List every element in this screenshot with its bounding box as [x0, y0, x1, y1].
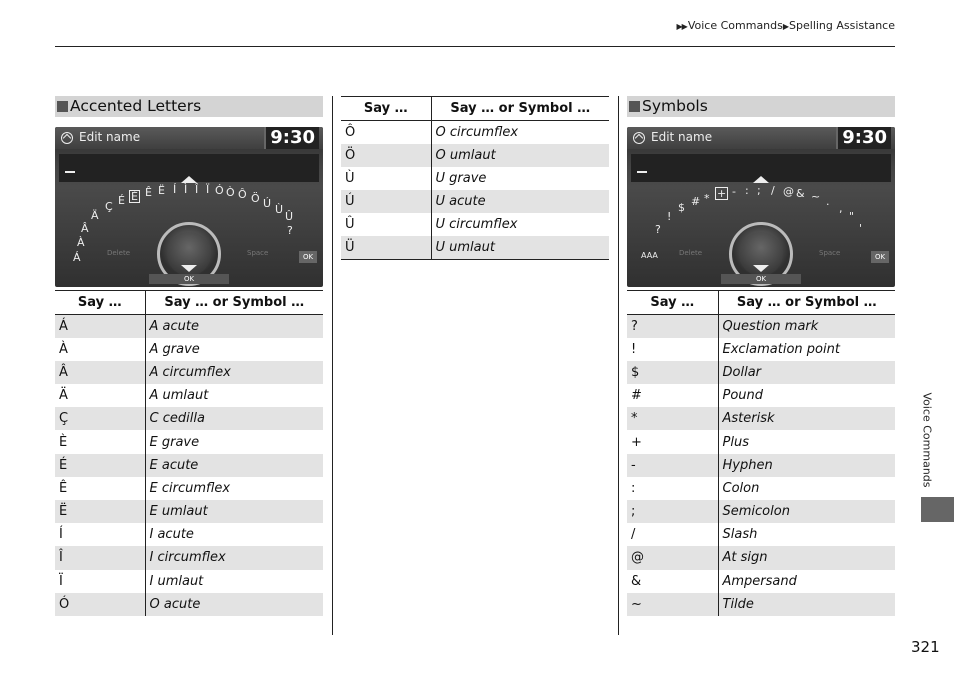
cell-symbol: Pound: [722, 388, 764, 404]
screen-char: Ó: [215, 184, 224, 197]
screen-char: Ì: [184, 183, 188, 196]
breadcrumb: [677, 19, 895, 32]
cell-say: À: [55, 338, 145, 361]
cell-symbol: I umlaut: [149, 573, 204, 589]
cell-symbol: Ampersand: [722, 573, 797, 589]
table-row: [55, 361, 323, 384]
table-row: [627, 454, 895, 477]
home-icon: [633, 132, 645, 144]
column-divider-1: [332, 96, 333, 635]
table-row: [627, 546, 895, 569]
table-row: [341, 213, 609, 236]
cell-say: /: [627, 523, 718, 546]
home-icon: [61, 132, 73, 144]
cell-say: #: [627, 384, 718, 407]
screen-char: Á: [73, 251, 81, 264]
header-rule: [55, 46, 895, 47]
cell-symbol: Question mark: [718, 315, 895, 338]
breadcrumb-arrows-icon: ▶▶: [676, 22, 687, 31]
cell-say: @: [627, 546, 718, 569]
scroll-up-arrow-icon: [181, 176, 197, 183]
screen-char: Û: [285, 210, 294, 223]
table-row: [55, 593, 323, 616]
cell-say: $: [627, 361, 718, 384]
cell-symbol: Plus: [722, 434, 749, 450]
cell-symbol: A acute: [145, 315, 323, 338]
cell-symbol: I circumflex: [145, 546, 323, 569]
cell-symbol: A circumflex: [145, 361, 323, 384]
cell-say: Î: [55, 546, 145, 569]
screen-char: Ä: [91, 209, 99, 222]
cell-say: Ü: [341, 236, 431, 259]
screen-clock: 9:30: [264, 127, 319, 149]
column-divider-2: [618, 96, 619, 635]
ok-bar: OK: [149, 274, 229, 284]
screen-char: ': [859, 222, 863, 235]
table-row: [341, 144, 609, 167]
symbols-screen: [627, 127, 895, 287]
screen-char: ?: [287, 224, 293, 237]
cell-symbol: E umlaut: [145, 500, 323, 523]
cell-say: Ï: [55, 570, 145, 593]
table-row: [627, 523, 895, 546]
table-row: [55, 384, 323, 407]
screen-char: Â: [81, 222, 89, 235]
table-header-row: [627, 291, 895, 315]
cell-say: +: [627, 430, 718, 453]
table-header-symbol: Say … or Symbol …: [145, 291, 323, 315]
accented-letters-table: [55, 290, 323, 616]
text-cursor: [65, 171, 75, 173]
screen-char: Í: [173, 183, 177, 196]
cell-symbol: Exclamation point: [722, 341, 840, 357]
square-bullet-icon: [57, 101, 68, 112]
screen-char: Ô: [238, 188, 247, 201]
cell-symbol: Asterisk: [718, 407, 895, 430]
symbols-heading: [627, 96, 895, 117]
scroll-up-arrow-icon: [753, 176, 769, 183]
cell-say: &: [627, 570, 718, 593]
cell-say: ?: [627, 315, 718, 338]
table-header-say: Say …: [341, 97, 431, 121]
screen-char: ;: [757, 184, 761, 197]
cell-say: *: [627, 407, 718, 430]
screen-char: ,: [839, 202, 843, 215]
table-row: [627, 361, 895, 384]
cell-symbol: O acute: [145, 593, 323, 616]
table-row: [55, 407, 323, 430]
screen-clock: 9:30: [836, 127, 891, 149]
symbols-title: Symbols: [642, 97, 708, 115]
screen-char: Î: [195, 183, 199, 196]
screen-char: Ê: [145, 186, 152, 199]
screen-char: $: [678, 201, 685, 214]
cell-symbol: U acute: [431, 190, 609, 213]
cell-symbol: Tilde: [718, 593, 895, 616]
screen-char: :: [745, 184, 749, 197]
table-row: [55, 454, 323, 477]
cell-say: Ö: [341, 144, 431, 167]
screen-char: @: [783, 185, 794, 198]
table-row: [55, 430, 323, 453]
table-row: [627, 500, 895, 523]
side-tab-text: Voice Commands: [920, 392, 934, 488]
table-row: [55, 477, 323, 500]
screen-char: -: [732, 185, 736, 198]
screen-char: Ç: [105, 200, 113, 213]
screen-char: ": [849, 210, 855, 223]
screen-char: #: [691, 195, 701, 208]
table-header-say: Say …: [627, 291, 718, 315]
cell-say: Ä: [55, 384, 145, 407]
table-row: [627, 430, 895, 453]
screen-char: Ò: [226, 186, 235, 199]
cell-symbol: O circumflex: [435, 124, 519, 140]
cell-say: ~: [627, 593, 718, 616]
table-header-row: [341, 97, 609, 121]
table-row: [627, 384, 895, 407]
cell-say: Â: [55, 361, 145, 384]
cell-say: Ç: [55, 407, 145, 430]
screen-char: Ë: [158, 184, 165, 197]
screen-char-selected: +: [717, 187, 727, 200]
screen-char: *: [704, 192, 710, 205]
scroll-down-arrow-icon: [181, 265, 197, 272]
accented-letters-table-continued: [341, 96, 609, 260]
screen-char: Ù: [275, 203, 284, 216]
cell-say: Á: [55, 315, 145, 338]
table-row: [55, 546, 323, 569]
cell-symbol: O umlaut: [431, 144, 609, 167]
page-number: 321: [911, 638, 940, 656]
scroll-down-arrow-icon: [753, 265, 769, 272]
table-row: [627, 570, 895, 593]
cell-say: Ú: [341, 190, 431, 213]
cell-say: Ô: [341, 121, 431, 144]
cell-symbol: Slash: [722, 527, 758, 543]
cell-symbol: Hyphen: [718, 454, 895, 477]
cell-say: -: [627, 454, 718, 477]
square-bullet-icon: [629, 101, 640, 112]
cell-symbol: Semicolon: [718, 500, 895, 523]
cell-symbol: E grave: [149, 434, 200, 450]
cell-say: :: [627, 477, 718, 500]
breadcrumb-spelling-assistance[interactable]: Spelling Assistance: [789, 19, 895, 32]
breadcrumb-separator-icon: ▶: [782, 22, 789, 31]
delete-key: Delete: [679, 249, 702, 257]
cell-symbol: A grave: [149, 341, 200, 357]
table-row: [627, 477, 895, 500]
table-row: [341, 236, 609, 259]
table-row: [55, 523, 323, 546]
cell-symbol: At sign: [718, 546, 895, 569]
space-key: Space: [819, 249, 841, 257]
cell-say: Ë: [55, 500, 145, 523]
cell-say: Û: [341, 213, 431, 236]
screen-char: .: [826, 195, 830, 208]
table-header-row: [55, 291, 323, 315]
cell-say: ;: [627, 500, 718, 523]
table-header-say: Say …: [55, 291, 145, 315]
cell-symbol: A umlaut: [149, 388, 209, 404]
breadcrumb-voice-commands[interactable]: Voice Commands: [687, 19, 783, 32]
table-row: [341, 167, 609, 190]
ok-key: OK: [299, 251, 317, 263]
cell-symbol: C cedilla: [145, 407, 323, 430]
accented-letters-title: Accented Letters: [70, 97, 202, 115]
text-cursor: [637, 171, 647, 173]
table-row: [341, 190, 609, 213]
screen-char: ?: [655, 223, 661, 236]
table-row: [627, 315, 895, 338]
table-row: [55, 315, 323, 338]
table-row: [627, 407, 895, 430]
cell-say: !: [627, 338, 718, 361]
cell-say: Í: [55, 523, 145, 546]
screen-char: Ö: [251, 192, 260, 205]
table-row: [55, 500, 323, 523]
delete-key: Delete: [107, 249, 130, 257]
side-tab-label: [919, 385, 935, 495]
cell-symbol: I acute: [149, 527, 194, 543]
screen-char: É: [118, 194, 125, 207]
screen-char: /: [771, 184, 775, 197]
cell-say: Ù: [341, 167, 431, 190]
side-tab-marker[interactable]: [921, 497, 954, 522]
table-row: [627, 593, 895, 616]
cell-say: Ó: [55, 593, 145, 616]
screen-title: Edit name: [651, 130, 713, 144]
cell-say: É: [55, 454, 145, 477]
aaa-key: AAA: [641, 251, 658, 260]
space-key: Space: [247, 249, 269, 257]
table-header-symbol: Say … or Symbol …: [431, 97, 609, 121]
screen-char: Ú: [263, 197, 272, 210]
cell-symbol: E acute: [145, 454, 323, 477]
cell-say: Ê: [55, 477, 145, 500]
cell-say: È: [55, 430, 145, 453]
table-row: [341, 121, 609, 144]
cell-symbol: U circumflex: [435, 217, 518, 233]
screen-char: &: [796, 187, 805, 200]
table-header-symbol: Say … or Symbol …: [718, 291, 895, 315]
cell-symbol: E circumflex: [149, 480, 231, 496]
table-row: [55, 570, 323, 593]
screen-title: Edit name: [79, 130, 141, 144]
screen-char: Ï: [206, 183, 210, 196]
table-row: [627, 338, 895, 361]
screen-char: ~: [811, 190, 821, 203]
table-row: [55, 338, 323, 361]
cell-symbol: Colon: [722, 480, 760, 496]
symbols-table: [627, 290, 895, 616]
screen-char: À: [77, 236, 85, 249]
cell-symbol: U umlaut: [431, 236, 609, 259]
accented-letters-heading: [55, 96, 323, 117]
ok-key: OK: [871, 251, 889, 263]
ok-bar: OK: [721, 274, 801, 284]
cell-symbol: Dollar: [718, 361, 895, 384]
screen-char: !: [667, 210, 672, 223]
accented-letters-screen: [55, 127, 323, 287]
screen-char-selected: È: [131, 190, 138, 203]
cell-symbol: U grave: [435, 170, 487, 186]
